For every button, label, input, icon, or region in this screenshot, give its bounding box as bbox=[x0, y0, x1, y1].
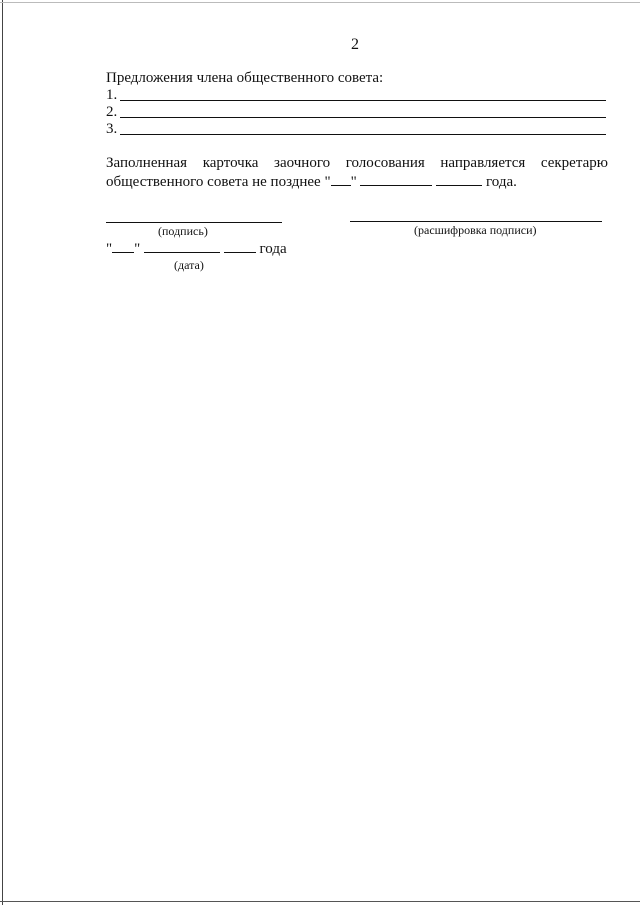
scan-edge-left bbox=[2, 0, 3, 905]
signature-decoding-line[interactable] bbox=[350, 221, 602, 222]
proposal-line-1[interactable] bbox=[106, 87, 606, 105]
word: секретарю bbox=[540, 155, 608, 171]
close-quote: " bbox=[134, 241, 141, 257]
submission-line-2 bbox=[106, 173, 608, 192]
proposal-number: 1. bbox=[106, 87, 118, 103]
signature-line[interactable] bbox=[106, 222, 282, 223]
open-quote: " bbox=[324, 174, 331, 190]
word: направляется bbox=[440, 155, 526, 171]
scan-edge-bottom bbox=[0, 901, 640, 902]
date-day-blank[interactable] bbox=[112, 240, 134, 253]
date-caption: (дата) bbox=[174, 258, 204, 272]
scan-edge-top bbox=[0, 2, 640, 3]
deadline-day-blank[interactable] bbox=[331, 173, 351, 186]
close-quote: " bbox=[350, 174, 357, 190]
date-month-blank[interactable] bbox=[144, 240, 220, 253]
open-quote: " bbox=[106, 241, 113, 257]
proposal-number: 2. bbox=[106, 104, 118, 120]
fill-in-line bbox=[120, 117, 606, 118]
proposal-line-2[interactable] bbox=[106, 104, 606, 122]
fill-in-line bbox=[120, 134, 606, 135]
submission-text: общественного совета не позднее bbox=[106, 174, 321, 190]
fill-in-line bbox=[120, 100, 606, 101]
word: голосования bbox=[345, 155, 425, 171]
deadline-month-blank[interactable] bbox=[360, 173, 432, 186]
signature-caption: (подпись) bbox=[158, 224, 208, 238]
year-word: года. bbox=[485, 174, 517, 190]
word: Заполненная bbox=[106, 155, 188, 171]
word: карточка bbox=[202, 155, 259, 171]
year-word: года bbox=[259, 241, 287, 257]
proposal-line-3[interactable] bbox=[106, 121, 606, 139]
submission-paragraph bbox=[106, 154, 608, 192]
proposals-heading: Предложения члена общественного совета: bbox=[106, 70, 384, 86]
page-number: 2 bbox=[351, 36, 359, 53]
proposal-number: 3. bbox=[106, 121, 118, 137]
word: заочного bbox=[274, 155, 331, 171]
date-year-blank[interactable] bbox=[224, 240, 256, 253]
deadline-year-blank[interactable] bbox=[436, 173, 482, 186]
date-row bbox=[106, 240, 287, 258]
decoding-caption: (расшифровка подписи) bbox=[414, 223, 537, 237]
submission-line-1 bbox=[106, 154, 608, 173]
